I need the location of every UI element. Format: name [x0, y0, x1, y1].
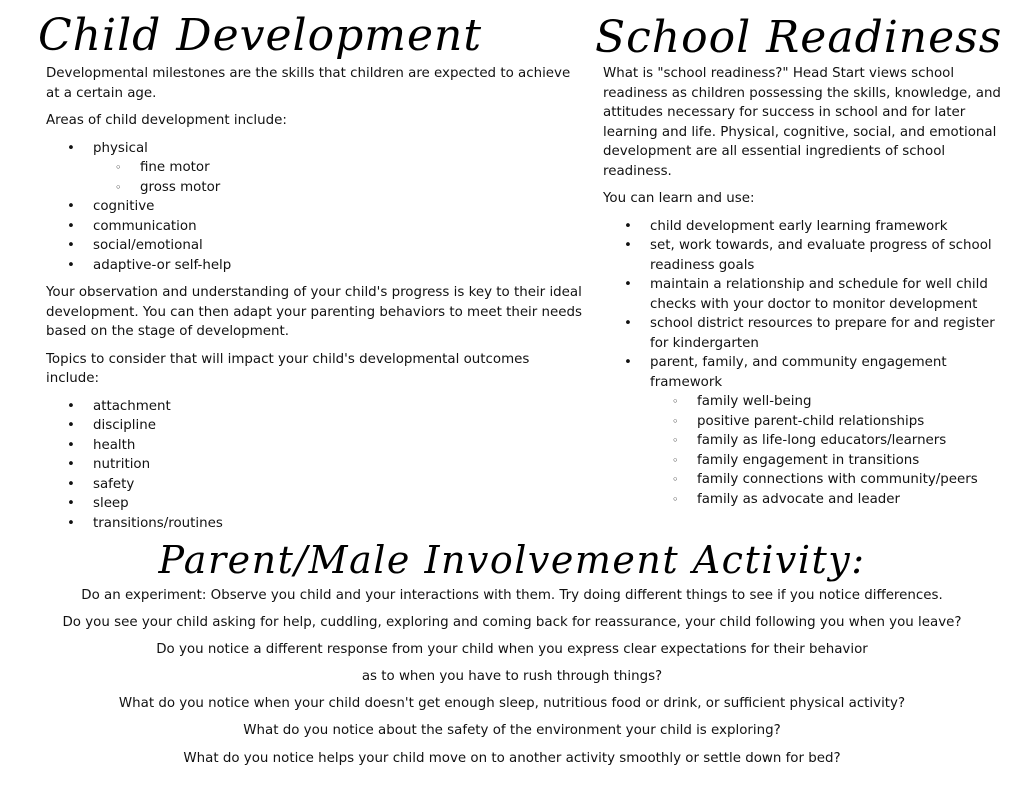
list-item: • cognitive — [46, 197, 586, 217]
list-item: • discipline — [46, 416, 586, 436]
list-item: • health — [46, 436, 586, 456]
list-item: • nutrition — [46, 455, 586, 475]
list-item: ◦ family engagement in transitions — [603, 451, 1003, 471]
school-readiness-intro: What is "school readiness?" Head Start views school readiness as children possessing the skills, knowledge, and attitudes necessary for success in school and for later learning and life. Physical, cognitive, social, and emotional development are all essential ingredients of school readiness. — [603, 66, 1001, 179]
list-item: ◦ positive parent-child relationships — [603, 412, 1003, 432]
activity-line: What do you notice when your child doesn't get enough sleep, nutritious food or drink, or sufficient physical activity? — [118, 696, 906, 712]
learn-heading: You can learn and use: — [603, 191, 755, 206]
activity-line: as to when you have to rush through things? — [361, 669, 663, 685]
learn-list — [603, 217, 1003, 510]
list-item: • sleep — [46, 494, 586, 514]
list-item: ◦ family as advocate and leader — [603, 490, 1003, 510]
list-item — [603, 353, 1003, 509]
activity-line: Do you notice a different response from your child when you express clear expectations for their behavior — [156, 642, 868, 658]
topics-heading: Topics to consider that will impact your child's developmental outcomes include: — [46, 351, 530, 386]
list-item: • school district resources to prepare for and register for kindergarten — [603, 314, 1003, 353]
list-item: • set, work towards, and evaluate progress of school readiness goals — [603, 236, 1003, 275]
topics-list — [46, 397, 586, 534]
observation-paragraph: Your observation and understanding of your child's progress is key to their ideal development. You can then adapt your parenting behaviors to meet their needs based on the stage of development. — [46, 285, 582, 339]
list-item: • attachment — [46, 397, 586, 417]
list-item: • safety — [46, 475, 586, 495]
list-item: • social/emotional — [46, 236, 586, 256]
activity-line: Do you see your child asking for help, cuddling, exploring and coming back for reassurance, your child following you when you leave? — [62, 615, 962, 631]
areas-heading: Areas of child development include: — [46, 113, 287, 128]
list-item: • child development early learning framework — [603, 217, 1003, 237]
list-item: • maintain a relationship and schedule for well child checks with your doctor to monitor development — [603, 275, 1003, 314]
list-item: • transitions/routines — [46, 514, 586, 534]
list-item: ◦ family well-being — [603, 392, 1003, 412]
list-item: ◦ gross motor — [46, 178, 586, 198]
activity-title: Parent/Male Involvement Activity: — [158, 538, 866, 582]
list-item: • adaptive-or self-help — [46, 256, 586, 276]
list-item: ◦ family connections with community/peers — [603, 470, 1003, 490]
activity-line: What do you notice helps your child move on to another activity smoothly or settle down for bed? — [183, 750, 841, 766]
activity-line: What do you notice about the safety of the environment your child is exploring? — [243, 723, 781, 739]
activity-line: Do an experiment: Observe you child and your interactions with them. Try doing different things to see if you notice differences. — [81, 588, 943, 603]
list-item: • communication — [46, 217, 586, 237]
list-item — [46, 139, 586, 198]
list-item: ◦ fine motor — [46, 158, 586, 178]
child-development-title: Child Development — [38, 10, 483, 61]
school-readiness-title: School Readiness — [595, 12, 1003, 63]
list-item: ◦ family as life-long educators/learners — [603, 431, 1003, 451]
milestones-intro: Developmental milestones are the skills that children are expected to achieve at a certain age. — [46, 66, 571, 101]
activity-section — [0, 530, 1024, 776]
areas-list — [46, 139, 586, 276]
area-physical: physical — [93, 140, 148, 156]
framework-item: parent, family, and community engagement framework — [650, 355, 947, 390]
